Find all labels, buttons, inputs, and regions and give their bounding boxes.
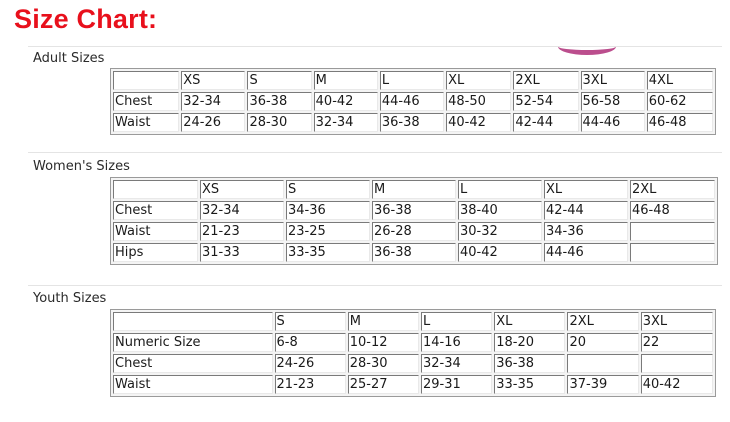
row-label-cell: Chest <box>113 92 179 111</box>
table-cell: 44-46 <box>544 243 628 262</box>
table-row <box>113 354 713 373</box>
divider <box>28 285 722 286</box>
table-row <box>113 113 713 132</box>
row-label-cell: Chest <box>113 201 198 220</box>
youth-sizes-label: Youth Sizes <box>33 291 107 306</box>
table-cell: 40-42 <box>446 113 511 132</box>
table-header-row <box>113 312 713 331</box>
womens-size-table <box>110 177 718 265</box>
table-cell: 6-8 <box>275 333 346 352</box>
table-cell: 21-23 <box>275 375 346 394</box>
page-title: Size Chart: <box>14 4 158 34</box>
womens-sizes-label: Women's Sizes <box>33 159 130 174</box>
table-cell: 32-34 <box>200 201 284 220</box>
table-cell: 46-48 <box>647 113 713 132</box>
table-cell: 29-31 <box>421 375 492 394</box>
table-header-row <box>113 71 713 90</box>
header-cell: 2XL <box>513 71 578 90</box>
adult-sizes-label: Adult Sizes <box>33 51 105 66</box>
table-cell: 28-30 <box>247 113 311 132</box>
table-cell <box>567 354 638 373</box>
header-cell: 2XL <box>630 180 715 199</box>
table-cell: 40-42 <box>641 375 713 394</box>
table-cell: 60-62 <box>647 92 713 111</box>
table-cell: 56-58 <box>581 92 645 111</box>
row-label-cell: Hips <box>113 243 198 262</box>
table-cell: 42-44 <box>513 113 578 132</box>
table-cell: 26-28 <box>372 222 456 241</box>
header-cell: XL <box>446 71 511 90</box>
header-cell <box>113 312 273 331</box>
table-cell: 46-48 <box>630 201 715 220</box>
table-row <box>113 243 715 262</box>
table-cell: 42-44 <box>544 201 628 220</box>
row-label-cell: Numeric Size <box>113 333 273 352</box>
table-cell: 33-35 <box>286 243 370 262</box>
header-cell: XS <box>181 71 245 90</box>
table-cell: 18-20 <box>494 333 565 352</box>
header-cell <box>113 71 179 90</box>
table-cell: 25-27 <box>348 375 419 394</box>
table-row <box>113 333 713 352</box>
table-cell: 36-38 <box>247 92 311 111</box>
table-cell: 36-38 <box>372 243 456 262</box>
header-cell: L <box>458 180 542 199</box>
table-cell <box>630 222 715 241</box>
row-label-cell: Waist <box>113 375 273 394</box>
table-cell <box>630 243 715 262</box>
table-cell: 22 <box>641 333 713 352</box>
table-cell: 52-54 <box>513 92 578 111</box>
table-cell: 40-42 <box>458 243 542 262</box>
row-label-cell: Waist <box>113 222 198 241</box>
header-cell: 2XL <box>567 312 638 331</box>
table-cell <box>641 354 713 373</box>
header-cell: M <box>314 71 378 90</box>
table-cell: 32-34 <box>181 92 245 111</box>
table-cell: 40-42 <box>314 92 378 111</box>
table-cell: 32-34 <box>421 354 492 373</box>
table-cell: 24-26 <box>275 354 346 373</box>
table-cell: 10-12 <box>348 333 419 352</box>
table-cell: 32-34 <box>314 113 378 132</box>
table-cell: 36-38 <box>494 354 565 373</box>
header-cell: S <box>275 312 346 331</box>
header-cell: S <box>247 71 311 90</box>
table-row <box>113 201 715 220</box>
adult-size-table <box>110 68 716 135</box>
row-label-cell: Chest <box>113 354 273 373</box>
table-cell: 30-32 <box>458 222 542 241</box>
table-cell: 31-33 <box>200 243 284 262</box>
header-cell: S <box>286 180 370 199</box>
table-cell: 23-25 <box>286 222 370 241</box>
youth-size-table <box>110 309 716 397</box>
header-cell: M <box>348 312 419 331</box>
table-cell: 24-26 <box>181 113 245 132</box>
table-row <box>113 375 713 394</box>
table-cell: 28-30 <box>348 354 419 373</box>
divider <box>28 152 722 153</box>
table-cell: 21-23 <box>200 222 284 241</box>
header-cell: L <box>421 312 492 331</box>
header-cell <box>113 180 198 199</box>
table-cell: 44-46 <box>581 113 645 132</box>
table-cell: 34-36 <box>286 201 370 220</box>
table-cell: 20 <box>567 333 638 352</box>
row-label-cell: Waist <box>113 113 179 132</box>
table-cell: 34-36 <box>544 222 628 241</box>
header-cell: 3XL <box>581 71 645 90</box>
divider <box>28 46 722 47</box>
table-cell: 38-40 <box>458 201 542 220</box>
header-cell: 4XL <box>647 71 713 90</box>
table-cell: 36-38 <box>372 201 456 220</box>
header-cell: M <box>372 180 456 199</box>
table-row <box>113 92 713 111</box>
table-cell: 14-16 <box>421 333 492 352</box>
table-cell: 36-38 <box>380 113 444 132</box>
table-header-row <box>113 180 715 199</box>
table-cell: 44-46 <box>380 92 444 111</box>
table-cell: 37-39 <box>567 375 638 394</box>
table-row <box>113 222 715 241</box>
header-cell: 3XL <box>641 312 713 331</box>
header-cell: L <box>380 71 444 90</box>
table-cell: 33-35 <box>494 375 565 394</box>
table-cell: 48-50 <box>446 92 511 111</box>
header-cell: XS <box>200 180 284 199</box>
header-cell: XL <box>544 180 628 199</box>
header-cell: XL <box>494 312 565 331</box>
